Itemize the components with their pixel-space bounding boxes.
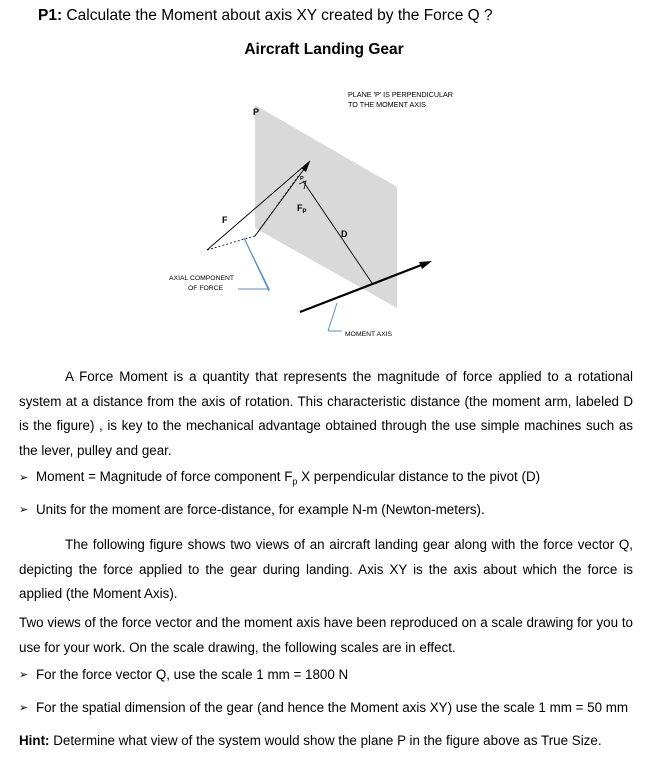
label-force-fp: $F_P$	[297, 203, 307, 215]
paragraph-scale-drawing: Two views of the force vector and the moment axis have been reproduced on a scale drawing for you to use for your work. On the scale drawing, the following scales are in effect.	[19, 615, 633, 655]
bullet-arrow-icon: ➢	[19, 472, 29, 485]
label-small-p: P	[300, 176, 304, 182]
moment-axis-callout-leader	[328, 303, 337, 331]
axial-label-line1: AXIAL COMPONENT	[169, 275, 235, 282]
bullet-force-scale-text: For the force vector Q, use the scale 1 mm = 1800 N	[36, 667, 349, 682]
problem-label: P1:	[38, 7, 63, 24]
plane-note-line1: PLANE 'P' IS PERPENDICULAR	[348, 90, 453, 99]
problem-statement	[38, 7, 493, 25]
bullet-units	[19, 502, 485, 517]
paragraph-force-moment: A Force Moment is a quantity that represents the magnitude of force applied to a rotational system at a distance from the axis of rotation. This characteristic distance (the moment arm, labeled D is the figure) , is key to the mechanical advantage obtained through the use simple machines such as the lever, pulley and gear.	[19, 369, 633, 458]
plane-note-line2: TO THE MOMENT AXIS	[348, 100, 426, 109]
hint	[19, 733, 602, 748]
paragraph-landing-gear: The following figure shows two views of an aircraft landing gear along with the force vector Q, depicting the force applied to the gear during landing. Axis XY is the axis about which the force is applied (the Moment Axis).	[19, 537, 633, 601]
bullet-spatial-scale-text: For the spatial dimension of the gear (and hence the Moment axis XY) use the scale 1 mm = 50 mm	[36, 700, 629, 715]
bullet-moment-text: Moment = Magnitude of force component $F_p$ X perpendicular distance to the pivot (D)	[36, 469, 541, 487]
figure-title: Aircraft Landing Gear	[244, 41, 404, 58]
label-force-f: F	[222, 215, 228, 225]
hint-label: Hint:	[19, 733, 50, 748]
moment-diagram	[160, 80, 480, 345]
moment-axis-arrowhead	[419, 261, 432, 269]
problem-text: Calculate the Moment about axis XY created by the Force Q ?	[62, 7, 493, 24]
bullet-moment	[19, 469, 540, 487]
hint-text: Determine what view of the system would show the plane P in the figure above as True Size.	[49, 733, 602, 748]
moment-axis-label: MOMENT AXIS	[345, 331, 393, 338]
bullet-spatial-scale	[19, 700, 628, 715]
label-plane-p: P	[253, 107, 260, 117]
label-d: D	[341, 229, 348, 239]
axial-component-line	[207, 236, 255, 250]
axial-label-line2: OF FORCE	[188, 285, 224, 292]
bullet-arrow-icon: ➢	[19, 669, 29, 681]
bullet-force-scale	[19, 667, 348, 682]
bullet-units-text: Units for the moment are force-distance, for example N-m (Newton-meters).	[36, 502, 485, 517]
bullet-arrow-icon: ➢	[19, 504, 29, 516]
bullet-arrow-icon: ➢	[19, 702, 29, 714]
